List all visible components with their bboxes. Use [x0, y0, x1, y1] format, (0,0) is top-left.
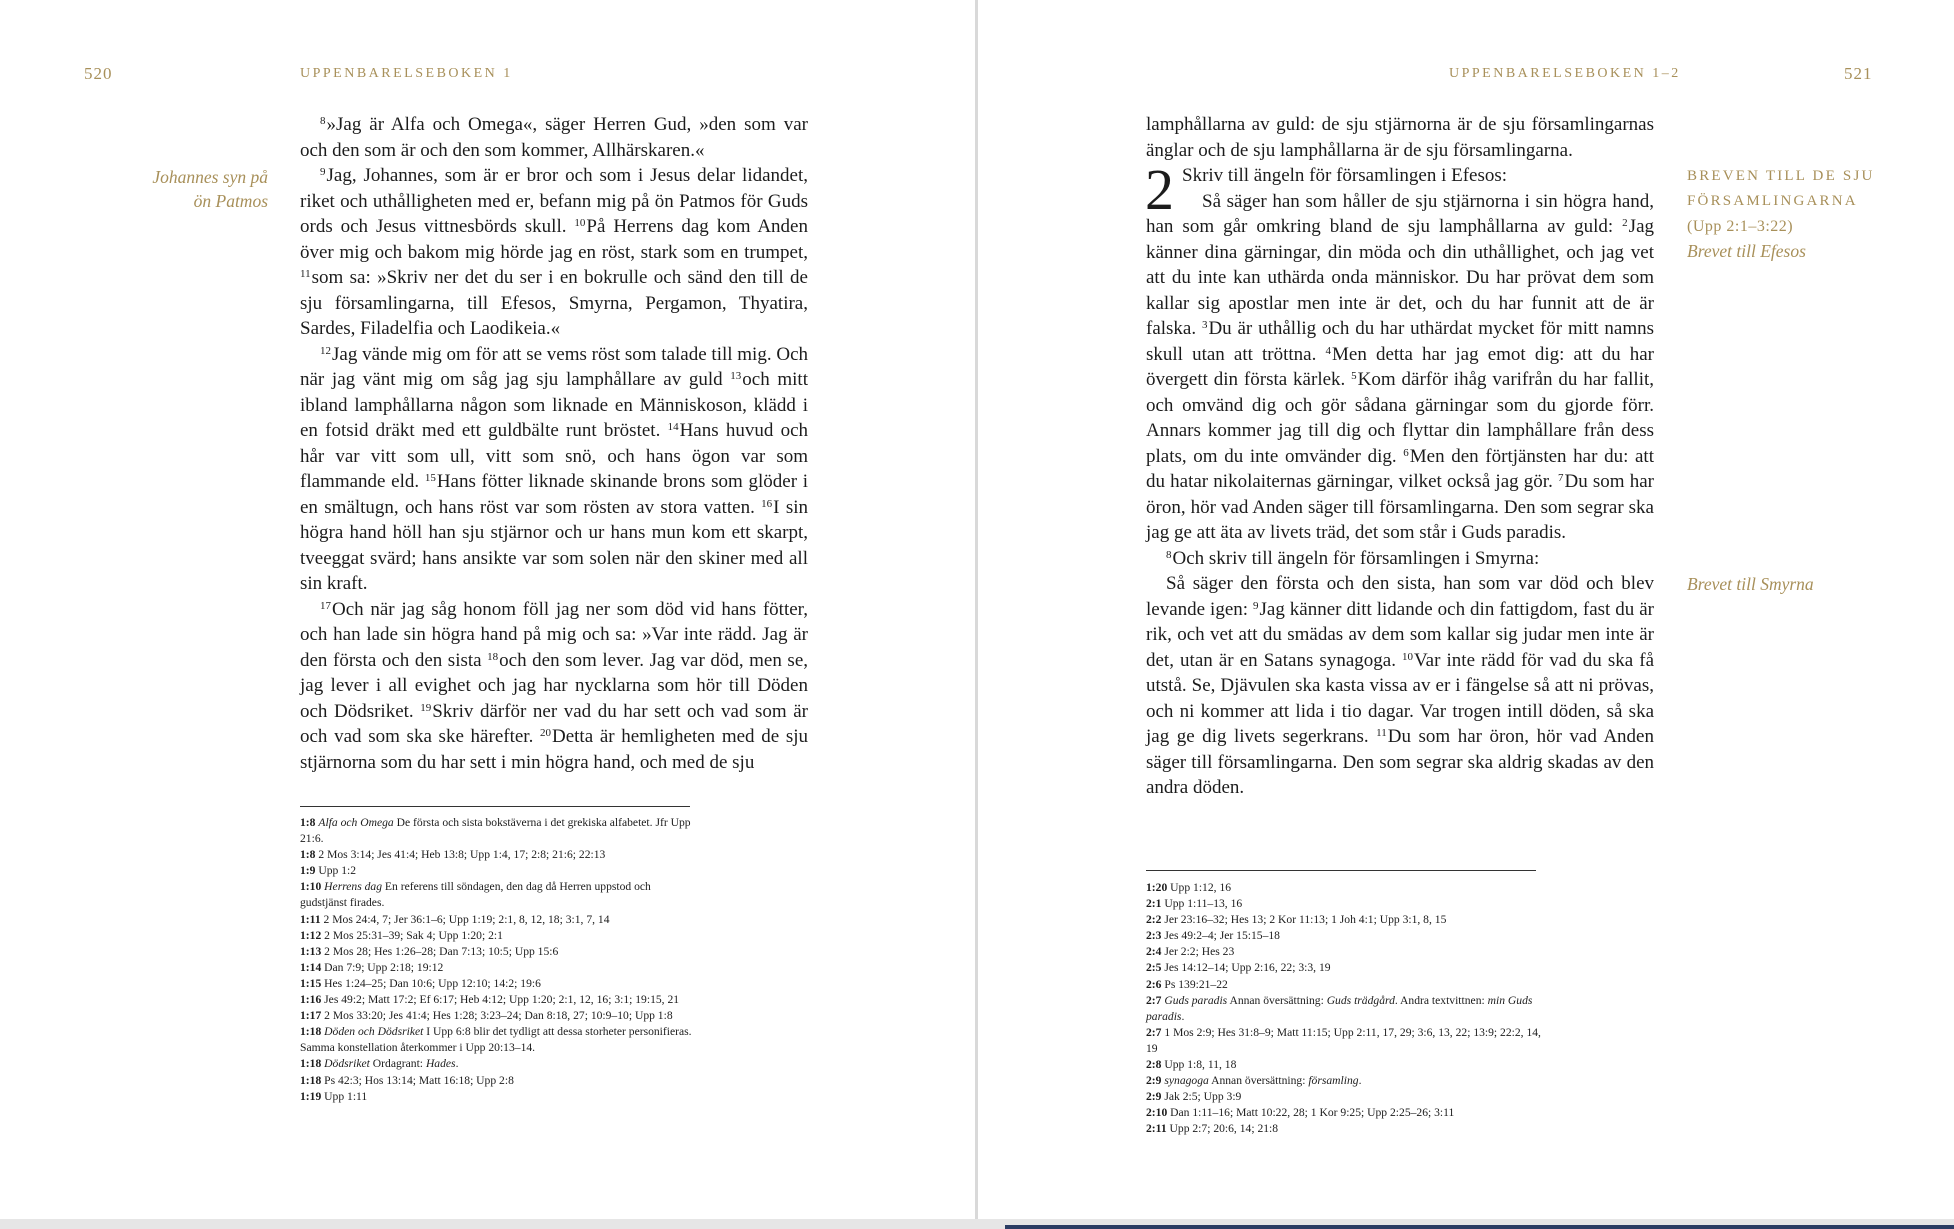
verse-number: 18: [487, 650, 499, 663]
footnote-ref: 1:12: [300, 928, 322, 942]
chapter-number: 2: [1145, 157, 1174, 222]
footnote-text: En referens till söndagen, den dag då Herren uppstod och gudstjänst firades.: [300, 880, 651, 910]
footnote-ref: 2:6: [1146, 977, 1162, 991]
verse-text: Och när jag såg honom föll jag ner som död vid hans fötter, och han lade sin högra hand på mig och sa: »Var inte rädd. Jag är den första och den sista: [300, 598, 808, 671]
verse-text: Du är uthållig och du har uthärdat mycket för mitt namns skull utan att tröttna.: [1146, 318, 1654, 365]
footnote-ref: 1:19: [300, 1089, 322, 1103]
footnote-text: 2 Mos 28; Hes 1:26–28; Dan 7:13; 10:5; Upp 15:6: [321, 944, 559, 958]
verse-text: »Jag är Alfa och Omega«, säger Herren Gud, »den som var och den som är och den som kommer, Allhärskaren.«: [300, 114, 808, 161]
verse-text: Jag, Johannes, som är er bror och som i Jesus delar lidandet, riket och uthålligheten med er, befann mig på ön Patmos för Guds ords och Jesus vittnesbörds skull.: [300, 165, 808, 237]
verse-number: 12: [320, 344, 331, 357]
footnote-ref: 1:18: [300, 1057, 322, 1071]
verse-text: På Herrens dag kom Anden över mig och bakom mig hörde jag en röst, stark som en trumpet,: [300, 216, 808, 263]
footnote-rule: [300, 806, 690, 807]
footnote: [300, 1089, 698, 1105]
verse-text: Du som har öron, hör vad Anden säger till församlingarna. Den som segrar ska jag ge att äta av livets träd, det som står i Guds paradis.: [1146, 471, 1655, 543]
footnote-ref: 2:8: [1146, 1058, 1162, 1072]
section-heading-block: [1687, 164, 1917, 264]
verse-text: Men detta har jag emot dig: att du har övergett din första kärlek.: [1146, 343, 1654, 390]
footnote-ref: 1:18: [300, 1073, 322, 1087]
bottom-bar: [1005, 1225, 1954, 1229]
footnote-ref: 2:10: [1146, 1106, 1168, 1120]
footnote: [300, 815, 698, 847]
left-page: [0, 0, 976, 1219]
section-reference: (Upp 2:1–3:22): [1687, 218, 1794, 235]
footnote-ref: 2:9: [1146, 1090, 1162, 1104]
footnote-text: I Upp 6:8 blir det tydligt att dessa storheter personifieras. Samma konstellation återkommer i Upp 20:13–14.: [300, 1025, 692, 1055]
footnote-text: Upp 1:11–13, 16: [1161, 897, 1243, 911]
body-text: [1146, 112, 1654, 801]
footnote-ref: 1:17: [300, 1009, 322, 1023]
footnote: [300, 1073, 698, 1089]
verse-number: 11: [300, 268, 311, 280]
footnote-ref: 2:3: [1146, 929, 1162, 943]
footnote-ref: 2:2: [1146, 913, 1162, 927]
footnote-text: Jes 14:12–14; Upp 2:16, 22; 3:3, 19: [1161, 961, 1331, 975]
footnote-text: Upp 1:2: [315, 864, 357, 878]
footnote-ref: 2:4: [1146, 945, 1162, 959]
footnote-text: Jes 49:2; Matt 17:2; Ef 6:17; Heb 4:12; Upp 1:20; 2:1, 12, 16; 3:1; 19:15, 21: [321, 993, 680, 1007]
footnote-text: Annan översättning:: [1208, 1074, 1309, 1088]
verse-text: och den som lever. Jag var död, men se, jag lever i all evighet och jag har nycklarna som hör till Döden och Dödsriket.: [300, 649, 808, 722]
verse-text: I sin högra hand höll han sju stjärnor och ur hans mun kom ett skarpt, tveeggat svärd; hans ansikte var som solen när den skiner med all sin kraft.: [300, 496, 809, 594]
footnote-ref: 1:11: [300, 912, 321, 926]
footnote-text: Upp 1:11: [321, 1089, 368, 1103]
verse-text: Jag känner ditt lidande och din fattigdom, fast du är rik, och vet att du smädas av dem som kallar sig judar men inte är det, utan är en Satans synagoga.: [1146, 598, 1654, 671]
footnote-ref: 2:9: [1146, 1074, 1162, 1088]
footnote: [300, 960, 698, 976]
verse-number: 13: [730, 370, 742, 382]
footnote: [300, 944, 698, 960]
footnote-term: Guds trädgård: [1326, 993, 1395, 1007]
footnote-text: .: [1181, 1009, 1185, 1023]
footnote-text: .: [455, 1057, 459, 1071]
footnote-ref: 1:20: [1146, 881, 1168, 894]
footnote-text: 2 Mos 33:20; Jes 41:4; Hes 1:28; 3:23–24; Dan 8:18, 27; 10:9–10; Upp 1:8: [321, 1009, 673, 1023]
continuation-paragraph: lamphållarna av guld: de sju stjärnorna är de sju församlingarnas änglar och de sju lamphållarna är de sju församlingarna.: [1146, 114, 1654, 161]
verse-number: 4: [1325, 344, 1331, 357]
footnote-term: Herrens dag: [324, 880, 383, 894]
footnote-ref: 1:13: [300, 944, 322, 958]
running-head: UPPENBARELSEBOKEN 1: [300, 66, 513, 81]
footnote-text: 2 Mos 3:14; Jes 41:4; Heb 13:8; Upp 1:4, 17; 2:8; 21:6; 22:13: [315, 848, 606, 862]
verse-text: som sa: »Skriv ner det du ser i en bokrulle och sänd den till de sju församlingarna, till Efesos, Smyrna, Pergamon, Thyatira, Sardes, Filadelfia och Laodikeia.«: [300, 267, 808, 339]
paragraph: [1146, 163, 1654, 189]
verse-text: Skriv därför ner vad du har sett och vad som är och vad som ska ske härefter.: [300, 700, 808, 747]
verse-number: 6: [1403, 446, 1409, 459]
footnote-text: .: [1358, 1074, 1362, 1088]
footnote: [1146, 993, 1544, 1025]
footnote: [1146, 896, 1544, 912]
footnote-term: Dödsriket: [324, 1057, 370, 1071]
body-text: [300, 112, 808, 775]
verse-number: 20: [540, 727, 551, 739]
paragraph: [300, 163, 808, 342]
verse-text: Jag vände mig om för att se vems röst som talade till mig. Och när jag vänt mig om såg jag sju lamphållare av guld: [300, 343, 808, 390]
side-heading-efesos: Brevet till Efesos: [1687, 241, 1806, 261]
verse-text: Hans huvud och hår var vitt som ull, vitt som snö, och hans ögon var som flammande eld.: [300, 420, 809, 492]
footnote-text: Upp 1:12, 16: [1167, 881, 1232, 894]
page-number: 520: [84, 64, 113, 83]
footnote-text: Upp 2:7; 20:6, 14; 21:8: [1166, 1122, 1279, 1136]
footnote-text: Jes 49:2–4; Jer 15:15–18: [1161, 929, 1280, 943]
footnote: [300, 1056, 698, 1072]
footnote: [1146, 960, 1544, 976]
footnote-term: Guds paradis: [1164, 993, 1228, 1007]
footnote-ref: 1:14: [300, 960, 322, 974]
paragraph: [300, 597, 808, 776]
footnote: [1146, 1105, 1544, 1121]
verse-number: 14: [667, 421, 679, 433]
footnote-text: Annan översättning:: [1227, 993, 1327, 1007]
footnote-text: 1 Mos 2:9; Hes 31:8–9; Matt 11:15; Upp 2:11, 17, 29; 3:6, 13, 22; 13:9; 22:2, 14, 19: [1146, 1025, 1541, 1055]
footnote-text: . Andra textvittnen:: [1394, 993, 1488, 1007]
footnote-ref: 1:16: [300, 993, 322, 1007]
running-head: UPPENBARELSEBOKEN 1–2: [1449, 66, 1681, 81]
footnote: [1146, 1089, 1544, 1105]
paragraph: [1146, 546, 1654, 572]
verse-number: 10: [1402, 650, 1414, 663]
footnote-ref: 2:7: [1146, 993, 1162, 1007]
footnote-text: Jak 2:5; Upp 3:9: [1161, 1090, 1242, 1104]
footnote: [1146, 928, 1544, 944]
verse-number: 8: [1166, 548, 1172, 561]
footnote-ref: 1:15: [300, 976, 322, 990]
footnote-ref: 1:8: [300, 816, 316, 829]
footnote-term: Alfa och Omega: [318, 816, 394, 829]
verse-number: 16: [761, 497, 773, 510]
footnote: [1146, 1121, 1544, 1137]
verse-number: 19: [420, 701, 432, 714]
footnote-term: Döden och Dödsriket: [324, 1025, 424, 1039]
footnote-text: Ps 139:21–22: [1161, 977, 1228, 991]
footnote: [300, 992, 698, 1008]
footnote: [1146, 1025, 1544, 1057]
verse-number: 10: [574, 217, 586, 229]
verse-text: Var inte rädd för vad du ska få utstå. Se, Djävulen ska kasta vissa av er i fängelse så att ni prövas, och ni kommer att lida i tio dagar. Var trogen intill döden, så ska jag ge dig livets segerkrans.: [1146, 649, 1654, 747]
verse-text: Så säger den första och den sista, han som var död och blev levande igen:: [1146, 573, 1654, 620]
footnote-ref: 1:10: [300, 880, 322, 894]
footnote: [1146, 977, 1544, 993]
verse-text: Du som har öron, hör vad Anden säger till församlingarna. Den som segrar ska aldrig skadas av den andra döden.: [1146, 726, 1654, 798]
footnote: [1146, 912, 1544, 928]
footnote: [300, 863, 698, 879]
footnote-ref: 1:18: [300, 1025, 322, 1039]
footnotes: [1146, 880, 1544, 1138]
footnote: [300, 879, 698, 911]
verse-text: Och skriv till ängeln för församlingen i Smyrna:: [1172, 547, 1540, 569]
verse-number: 15: [424, 472, 436, 484]
side-heading-patmos: Johannes syn på ön Patmos: [152, 167, 268, 211]
right-page: [978, 0, 1954, 1219]
verse-number: 8: [320, 115, 326, 127]
paragraph: [1146, 189, 1654, 546]
page-number: 521: [1844, 64, 1873, 83]
verse-number: 9: [320, 166, 326, 178]
footnote: [300, 928, 698, 944]
verse-text: Så säger han som håller de sju stjärnorna i sin högra hand, han som går omkring bland de sju lamphållarna av guld:: [1146, 190, 1654, 237]
footnote-text: Jer 2:2; Hes 23: [1161, 945, 1235, 959]
verse-number: 17: [320, 599, 331, 612]
footnote-term: Hades: [425, 1057, 456, 1071]
footnote-rule: [1146, 870, 1536, 871]
verse-number: 5: [1351, 370, 1357, 382]
footnote-text: Dan 7:9; Upp 2:18; 19:12: [321, 960, 444, 974]
verse-number: 11: [1376, 727, 1387, 739]
side-heading-smyrna: Brevet till Smyrna: [1687, 574, 1814, 594]
footnote-text: Ps 42:3; Hos 13:14; Matt 16:18; Upp 2:8: [321, 1073, 514, 1087]
footnote: [1146, 1057, 1544, 1073]
footnote-ref: 2:7: [1146, 1025, 1162, 1039]
footnote: [1146, 944, 1544, 960]
footnote-text: Dan 1:11–16; Matt 10:22, 28; 1 Kor 9:25; Upp 2:25–26; 3:11: [1167, 1106, 1455, 1120]
footnote-text: Jer 23:16–32; Hes 13; 2 Kor 11:13; 1 Joh 4:1; Upp 3:1, 8, 15: [1161, 913, 1447, 927]
verse-text: Skriv till ängeln för församlingen i Efesos:: [1182, 165, 1508, 186]
section-heading: BREVEN TILL DE SJU FÖRSAMLINGARNA: [1687, 168, 1875, 209]
footnote-ref: 2:1: [1146, 897, 1162, 911]
verse-number: 7: [1558, 472, 1564, 484]
footnote: [300, 1008, 698, 1024]
footnote-text: Hes 1:24–25; Dan 10:6; Upp 12:10; 14:2; 19:6: [321, 976, 541, 990]
footnote-term: min Guds paradis: [1146, 993, 1533, 1023]
footnote-text: 2 Mos 25:31–39; Sak 4; Upp 1:20; 2:1: [321, 928, 503, 942]
verse-text: Jag känner dina gärningar, din möda och din uthållighet, och jag vet att du inte kan uthärda onda människor. Du har prövat dem som kallar sig apostlar men inte är det, och du har funnit att de är falska.: [1146, 216, 1654, 339]
paragraph: [300, 342, 808, 597]
footnote-text: Ordagrant:: [369, 1057, 426, 1071]
footnote-ref: 1:8: [300, 848, 316, 862]
paragraph: [1146, 571, 1654, 801]
verse-text: och mitt ibland lamphållarna någon som liknade en Människoson, klädd i en fotsid dräkt med ett guldbälte runt bröstet.: [300, 369, 808, 441]
footnote-term: synagoga: [1164, 1074, 1209, 1088]
footnote-ref: 2:5: [1146, 961, 1162, 975]
footnote-text: De första och sista bokstäverna i det grekiska alfabetet. Jfr Upp 21:6.: [300, 816, 691, 846]
verse-number: 9: [1253, 599, 1259, 612]
verse-text: Detta är hemligheten med de sju stjärnorna som du har sett i min högra hand, och med de sju: [300, 726, 808, 773]
paragraph: [300, 112, 808, 163]
footnote-text: 2 Mos 24:4, 7; Jer 36:1–6; Upp 1:19; 2:1, 8, 12, 18; 3:1, 7, 14: [320, 912, 610, 926]
footnote: [300, 912, 698, 928]
footnote: [1146, 880, 1544, 896]
footnote: [300, 1024, 698, 1056]
footnote-ref: 2:11: [1146, 1122, 1167, 1136]
verse-text: Kom därför ihåg varifrån du har fallit, och omvänd dig och gör sådana gärningar som du gjorde förr. Annars kommer jag till dig och flyttar din lamphållare från dess plats, om du inte omvänder dig.: [1146, 369, 1655, 467]
footnote: [1146, 1073, 1544, 1089]
footnotes: [300, 815, 698, 1105]
verse-number: 3: [1201, 319, 1208, 331]
verse-text: Men den förtjänsten har du: att du hatar nikolaiternas gärningar, vilket också jag gör.: [1146, 445, 1654, 492]
verse-text: Hans fötter liknade skinande brons som glöder i en smältugn, och hans röst var som rösten av stora vatten.: [300, 471, 808, 518]
footnote: [300, 976, 698, 992]
footnote-text: Upp 1:8, 11, 18: [1161, 1058, 1237, 1072]
footnote-ref: 1:9: [300, 864, 316, 878]
footnote: [300, 847, 698, 863]
verse-number: 2: [1622, 217, 1628, 229]
footnote-term: församling: [1308, 1074, 1359, 1088]
